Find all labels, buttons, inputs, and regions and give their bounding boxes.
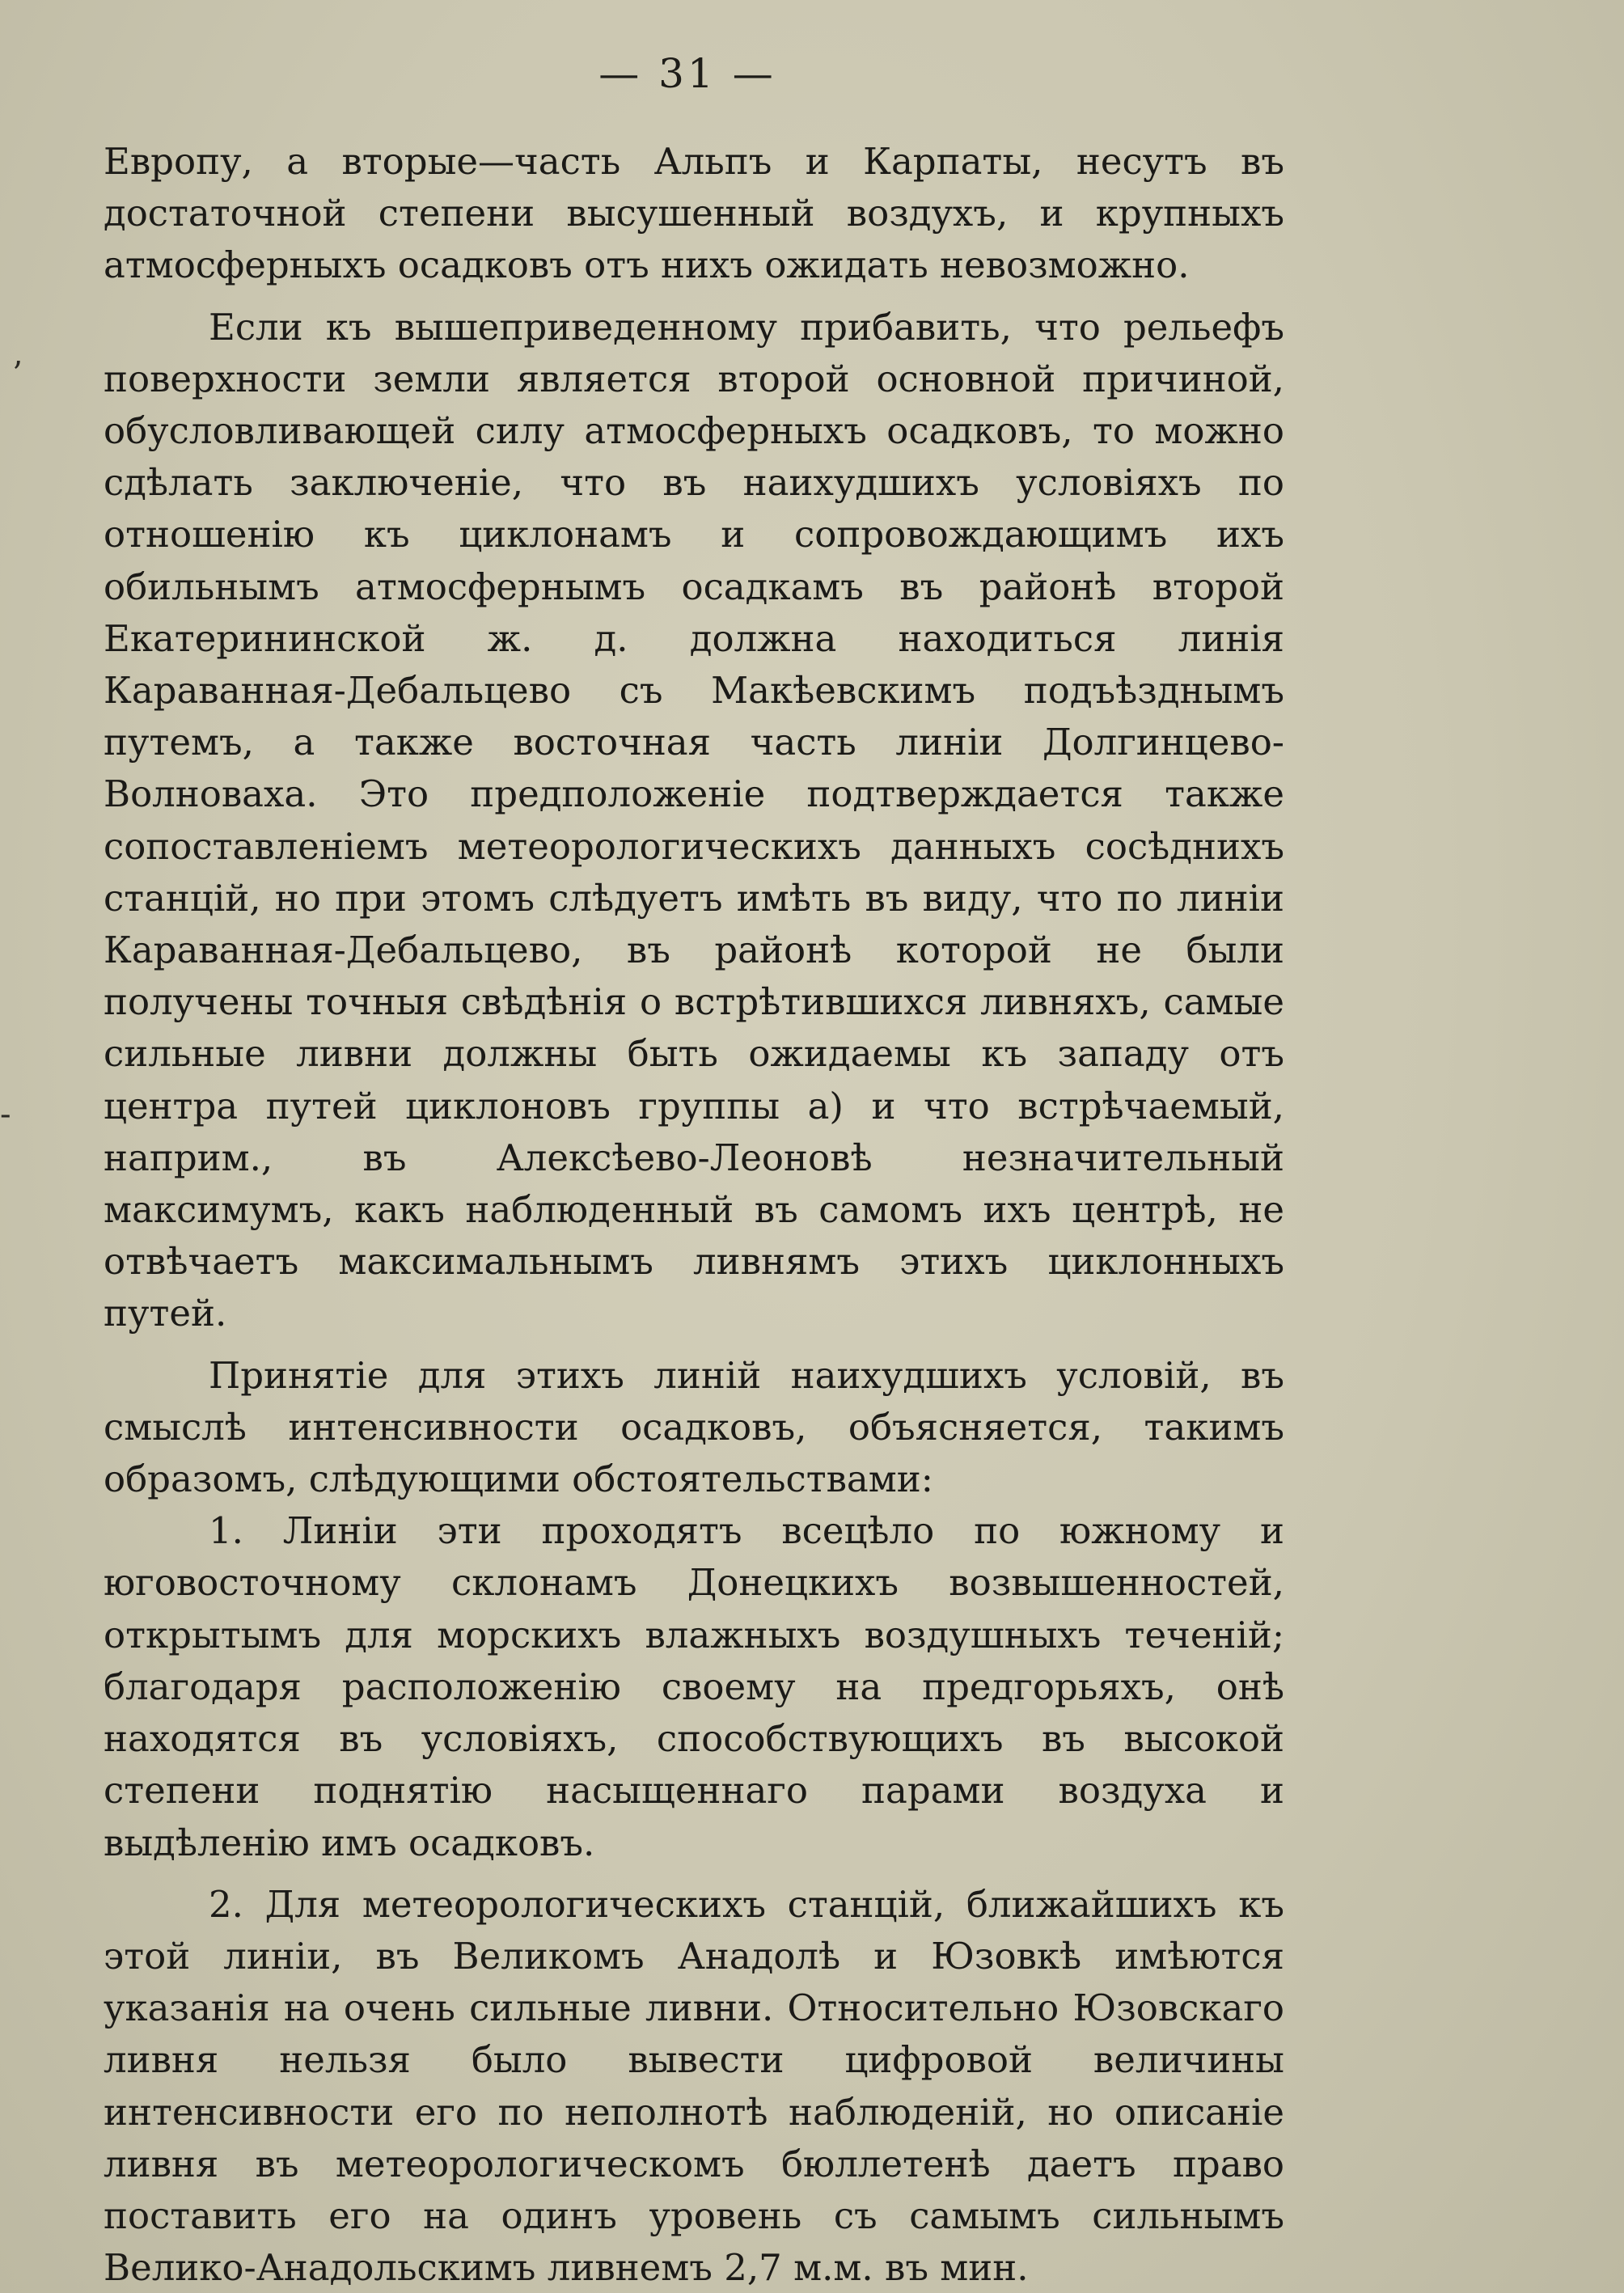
page-number: — 31 — bbox=[598, 50, 776, 97]
margin-tick-mark: ʼ bbox=[11, 356, 22, 393]
paragraph: Принятіе для этихъ линій наихудшихъ условій, въ смыслѣ интенсивности осадковъ, объясняется, такимъ образомъ, слѣдующими обстоятельствами: bbox=[104, 1353, 1284, 1501]
list-item-paragraph: 1. Линіи эти проходятъ всецѣло по южному и юговосточному склонамъ Донецкихъ возвышенностей, открытымъ для морскихъ влажныхъ воздушныхъ теченій; благодаря расположенію своему на предгорьяхъ, онѣ находятся въ условіяхъ, способствующихъ въ высокой степени поднятію насыщеннаго парами воздуха и выдѣленію имъ осадковъ. bbox=[104, 1509, 1284, 1864]
margin-dash-mark: - bbox=[0, 1096, 11, 1133]
paragraph: Если къ вышеприведенному прибавить, что рельефъ поверхности земли является второй основной причиной, обусловливающей силу атмосферныхъ осадковъ, то можно сдѣлать заключеніе, что въ наихудшихъ условіяхъ по отношенію къ циклонамъ и сопровождающимъ ихъ обильнымъ атмосфернымъ осадкамъ въ районѣ второй Екатерининской ж. д. должна находиться линія Караванная-Дебальцево съ Макѣевскимъ подъѣзднымъ путемъ, а также восточная часть линіи Долгинцево-Волноваха. Это предположеніе подтверждается также сопоставленіемъ метеорологическихъ данныхъ сосѣднихъ станцій, но при этомъ слѣдуетъ имѣть въ виду, что по линіи Караванная-Дебальцево, въ районѣ которой не были получены точныя свѣдѣнія о встрѣтившихся ливняхъ, самые сильные ливни должны быть ожидаемы къ западу отъ центра путей циклоновъ группы а) и что встрѣчаемый, наприм., въ Алексѣево-Леоновѣ незначительный максимумъ, какъ наблюденный въ самомъ ихъ центрѣ, не отвѣчаетъ максимальнымъ ливнямъ этихъ циклонныхъ путей. bbox=[104, 305, 1284, 1335]
body-text bbox=[104, 136, 1284, 2293]
paragraph: Европу, а вторые—часть Альпъ и Карпаты, несутъ въ достаточной степени высушенный воздухъ, и крупныхъ атмосферныхъ осадковъ отъ нихъ ожидать невозможно. bbox=[104, 140, 1284, 287]
list-item-paragraph: 2. Для метеорологическихъ станцій, ближайшихъ къ этой линіи, въ Великомъ Анадолѣ и Юзовкѣ имѣются указанія на очень сильные ливни. Относительно Юзовскаго ливня нельзя было вывести цифровой величины интенсивности его по неполнотѣ наблюденій, но описаніе ливня въ метеорологическомъ бюллетенѣ даетъ право поставить его на одинъ уровень съ самымъ сильнымъ Велико-Анадольскимъ ливнемъ 2,7 м.м. въ мин. bbox=[104, 1882, 1284, 2290]
